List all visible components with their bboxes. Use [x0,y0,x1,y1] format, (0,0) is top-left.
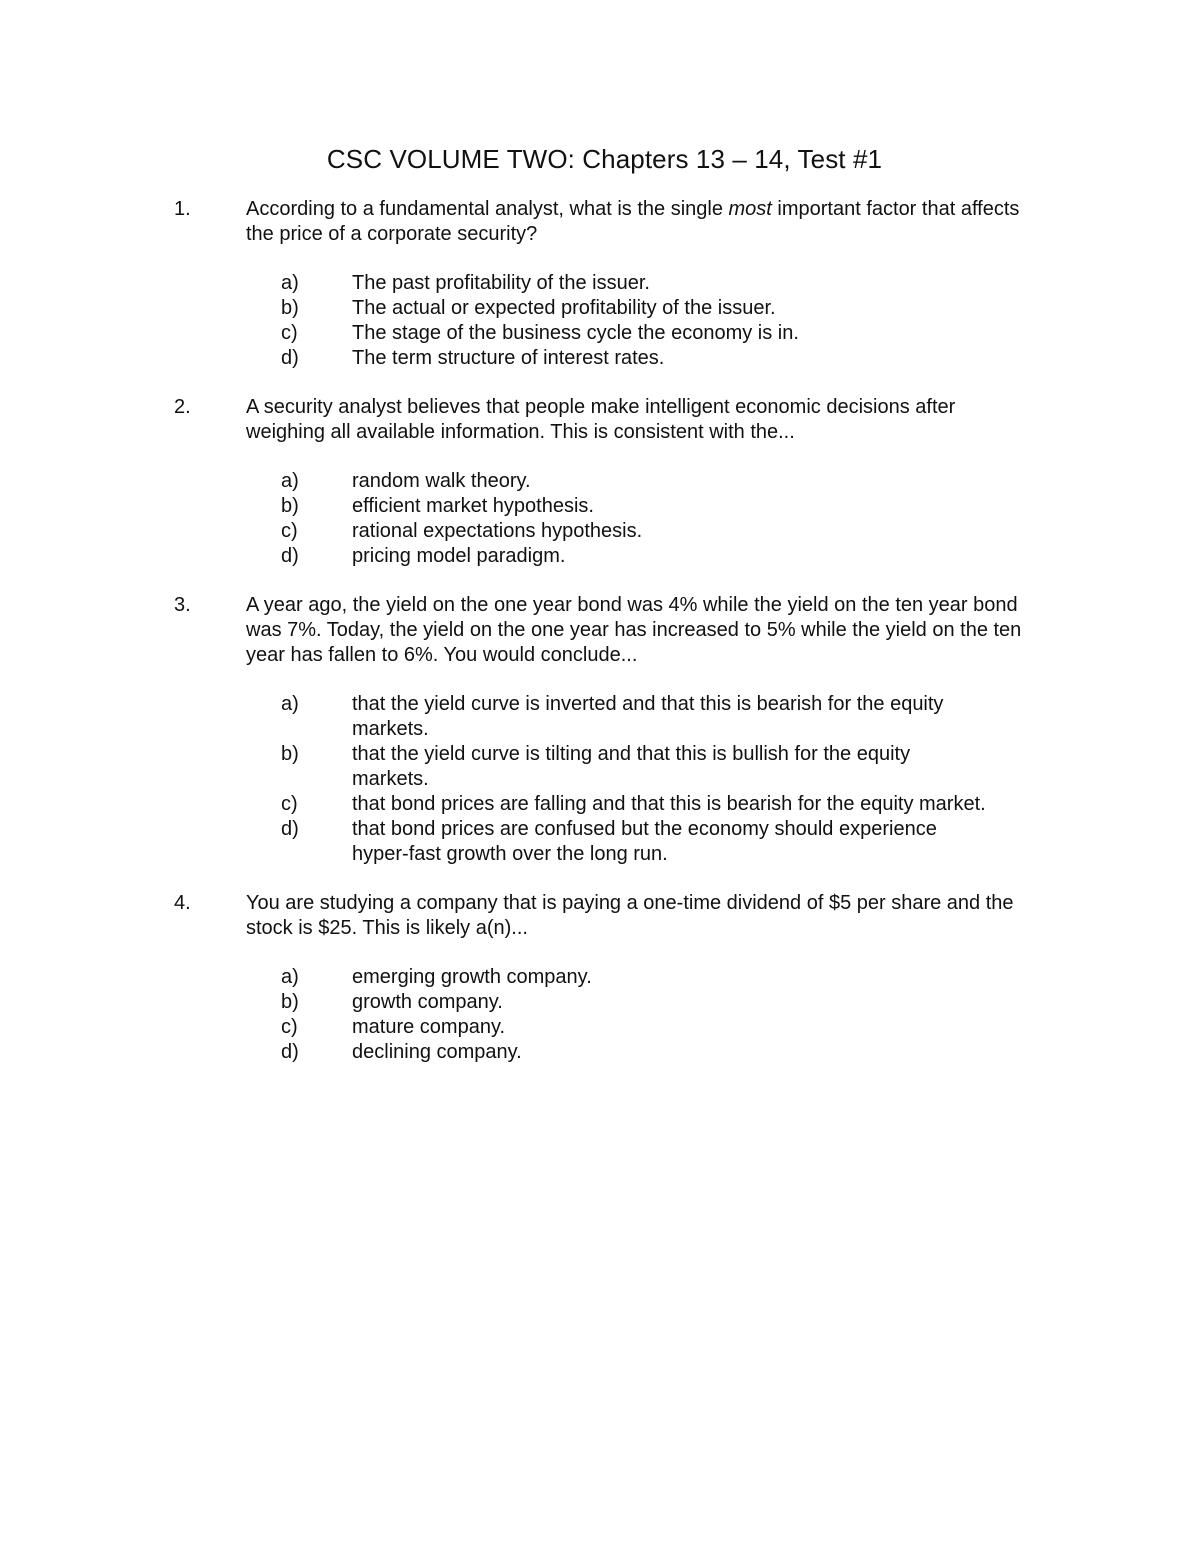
option-text: efficient market hypothesis. [352,495,594,517]
option-b [0,990,1200,1015]
option-text: The term structure of interest rates. [352,347,665,369]
option-text: The past profitability of the issuer. [352,272,650,294]
option-a [0,965,1200,990]
option-a [0,692,1200,742]
question-2 [0,395,1200,569]
option-text: The stage of the business cycle the economy is in. [352,322,799,344]
option-letter: c) [281,793,298,815]
question-emphasis: most [728,198,772,220]
question-3 [0,593,1200,867]
question-4 [0,891,1200,1065]
option-letter: b) [281,991,299,1013]
option-list [0,692,1200,867]
option-letter: d) [281,545,299,567]
option-letter: a) [281,693,299,715]
question-text-part: You are studying a company that is paying a one-time dividend of $5 per share and the stock is $25. This is likely a(n)... [246,892,1014,939]
option-letter: d) [281,818,299,840]
option-c [0,321,1200,346]
option-text: pricing model paradigm. [352,545,566,567]
question-text-part: important factor that affects the price of a corporate security? [246,198,1020,245]
question-text [246,891,1026,941]
option-c [0,792,1200,817]
option-b [0,494,1200,519]
option-c [0,519,1200,544]
question-text [246,197,1026,247]
option-a [0,469,1200,494]
option-letter: a) [281,470,299,492]
option-letter: b) [281,297,299,319]
option-text: emerging growth company. [352,966,592,988]
option-text: mature company. [352,1016,506,1038]
question-text-part: A year ago, the yield on the one year bond was 4% while the yield on the ten year bond was 7%. Today, the yield on the one year has increased to 5% while the yield on the ten year has fallen to 6%. You would conclude... [246,594,1022,666]
question-number: 1. [174,198,191,220]
question-1 [0,197,1200,371]
question-text-part: A security analyst believes that people make intelligent economic decisions after weighing all available information. This is consistent with the... [246,396,956,443]
question-list [0,197,1200,1089]
option-b [0,296,1200,321]
question-text [246,593,1026,668]
option-text: random walk theory. [352,470,531,492]
page-title: CSC VOLUME TWO: Chapters 13 – 14, Test #1 [326,144,883,174]
option-text: declining company. [352,1041,522,1063]
option-text: growth company. [352,991,503,1013]
option-letter: c) [281,322,298,344]
option-list [0,469,1200,569]
option-d [0,544,1200,569]
question-text [246,395,1026,445]
option-d [0,817,1200,867]
option-letter: a) [281,966,299,988]
option-c [0,1015,1200,1040]
option-text: rational expectations hypothesis. [352,520,643,542]
option-list [0,271,1200,371]
option-d [0,346,1200,371]
option-letter: c) [281,1016,298,1038]
option-letter: d) [281,1041,299,1063]
question-text-part: According to a fundamental analyst, what is the single [246,198,729,220]
option-a [0,271,1200,296]
option-letter: d) [281,347,299,369]
option-text: that bond prices are falling and that this is bearish for the equity market. [352,793,986,815]
option-letter: a) [281,272,299,294]
option-text: that the yield curve is inverted and that this is bearish for the equity markets. [352,693,944,740]
option-text: that bond prices are confused but the economy should experience hyper-fast growth over the long run. [352,818,937,865]
option-text: that the yield curve is tilting and that this is bullish for the equity markets. [352,743,911,790]
question-number: 4. [174,892,191,914]
option-d [0,1040,1200,1065]
option-letter: c) [281,520,298,542]
question-number: 2. [174,396,191,418]
option-text: The actual or expected profitability of the issuer. [352,297,776,319]
option-letter: b) [281,495,299,517]
option-list [0,965,1200,1065]
option-letter: b) [281,743,299,765]
question-number: 3. [174,594,191,616]
option-b [0,742,1200,792]
